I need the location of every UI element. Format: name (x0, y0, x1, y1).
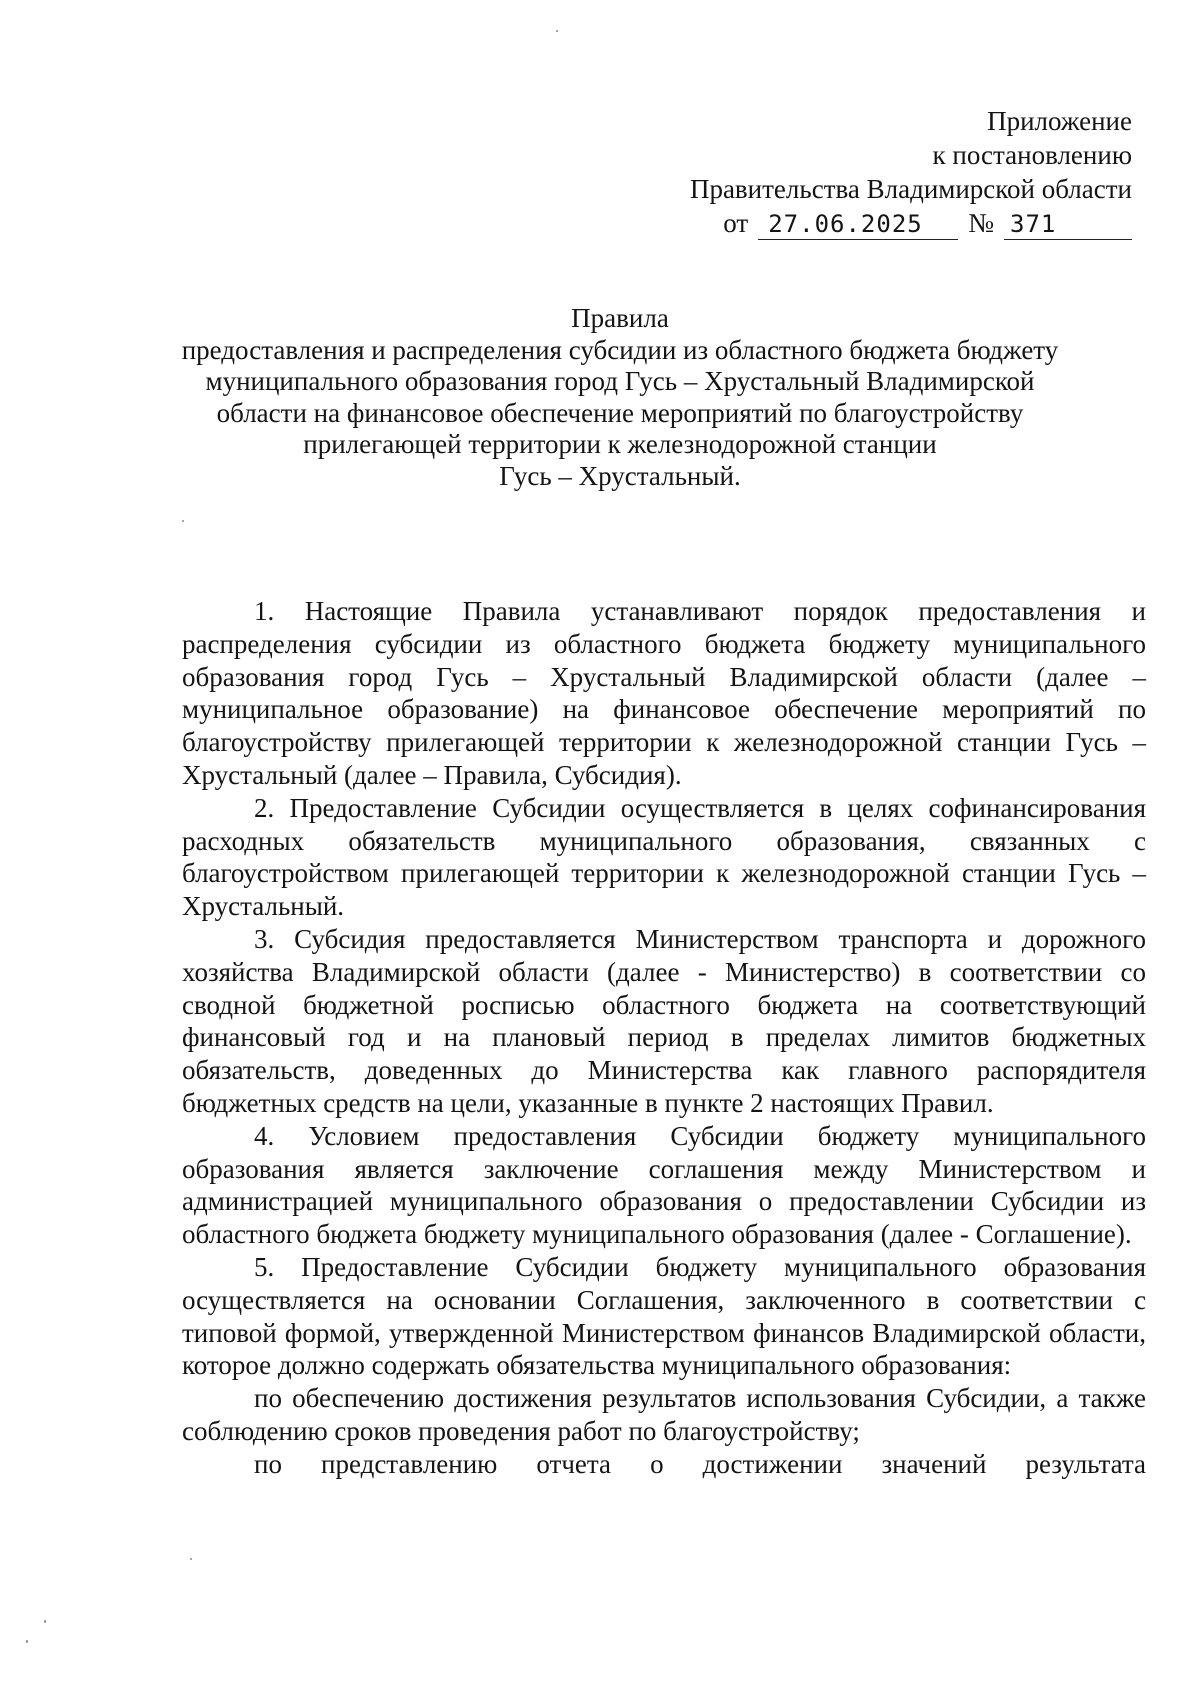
number-prefix: № (968, 208, 994, 238)
title-subtitle-line: предоставления и распределения субсидии из областного бюджета бюджету (181, 334, 1059, 365)
decree-reference: к постановлению (932, 140, 1132, 170)
date-prefix: от (723, 208, 749, 238)
appendix-header (690, 104, 1132, 240)
scan-speck (190, 1558, 192, 1560)
title-subtitle-line: прилегающей территории к железнодорожной станции (303, 429, 937, 459)
scan-speck (44, 1620, 46, 1623)
paragraph-4: 4. Условием предоставления Субсидии бюджету муниципального образования является заключение соглашения между Министерством и администрацией муниципального образования о предоставлении Субсидии из областного бюджета бюджету муниципального образования (далее - Соглашение). (182, 1120, 1146, 1250)
scan-speck (26, 1640, 28, 1643)
scan-speck (182, 520, 184, 522)
paragraph-3: 3. Субсидия предоставляется Министерством транспорта и дорожного хозяйства Владимирской области (далее - Министерство) в соответствии со сводной бюджетной росписью областного бюджета на соответствующий финансовый год и на плановый период в пределах лимитов бюджетных обязательств, доведенных до Министерства как главного распорядителя бюджетных средств на цели, указанные в пункте 2 настоящих Правил. (182, 923, 1146, 1118)
scan-speck (556, 30, 558, 32)
decree-date-number-line (690, 206, 1132, 240)
title-subtitle-line: области на финансовое обеспечение мероприятий по благоустройству (216, 397, 1024, 428)
paragraph-2: 2. Предоставление Субсидии осуществляется в целях софинансирования расходных обязательств муниципального образования, связанных с благоустройством прилегающей территории к железнодорожной станции Гусь – Хрустальный. (182, 792, 1146, 922)
decree-date-field: 27.06.2025 (758, 210, 958, 240)
obligation-item-1: по обеспечению достижения результатов использования Субсидии, а также соблюдению сроков проведения работ по благоустройству; (182, 1383, 1146, 1446)
decree-number-field: 371 (1004, 210, 1132, 240)
paragraph-1: 1. Настоящие Правила устанавливают порядок предоставления и распределения субсидии из областного бюджета бюджету муниципального образования город Гусь – Хрустальный Владимирской области (далее – муниципальное образование) на финансовое обеспечение мероприятий по благоустройству прилегающей территории к железнодорожной станции Гусь – Хрустальный (далее – Правила, Субсидия). (182, 596, 1146, 790)
title-subtitle-line: Гусь – Хрустальный. (499, 460, 741, 491)
appendix-label: Приложение (987, 106, 1132, 136)
title-heading: Правила (571, 303, 669, 333)
title-subtitle-line: муниципального образования город Гусь – Хрустальный Владимирской (205, 366, 1035, 396)
issuing-authority: Правительства Владимирской области (689, 174, 1132, 204)
document-body (182, 595, 1146, 1481)
paragraph-5: 5. Предоставление Субсидии бюджету муниципального образования осуществляется на основании Соглашения, заключенного в соответствии с типовой формой, утвержденной Министерством финансов Владимирской области, которое должно содержать обязательства муниципального образования: (182, 1251, 1146, 1381)
obligation-item-2: по представлению отчета о достижении значений результата (254, 1448, 1146, 1479)
document-title (170, 303, 1070, 492)
